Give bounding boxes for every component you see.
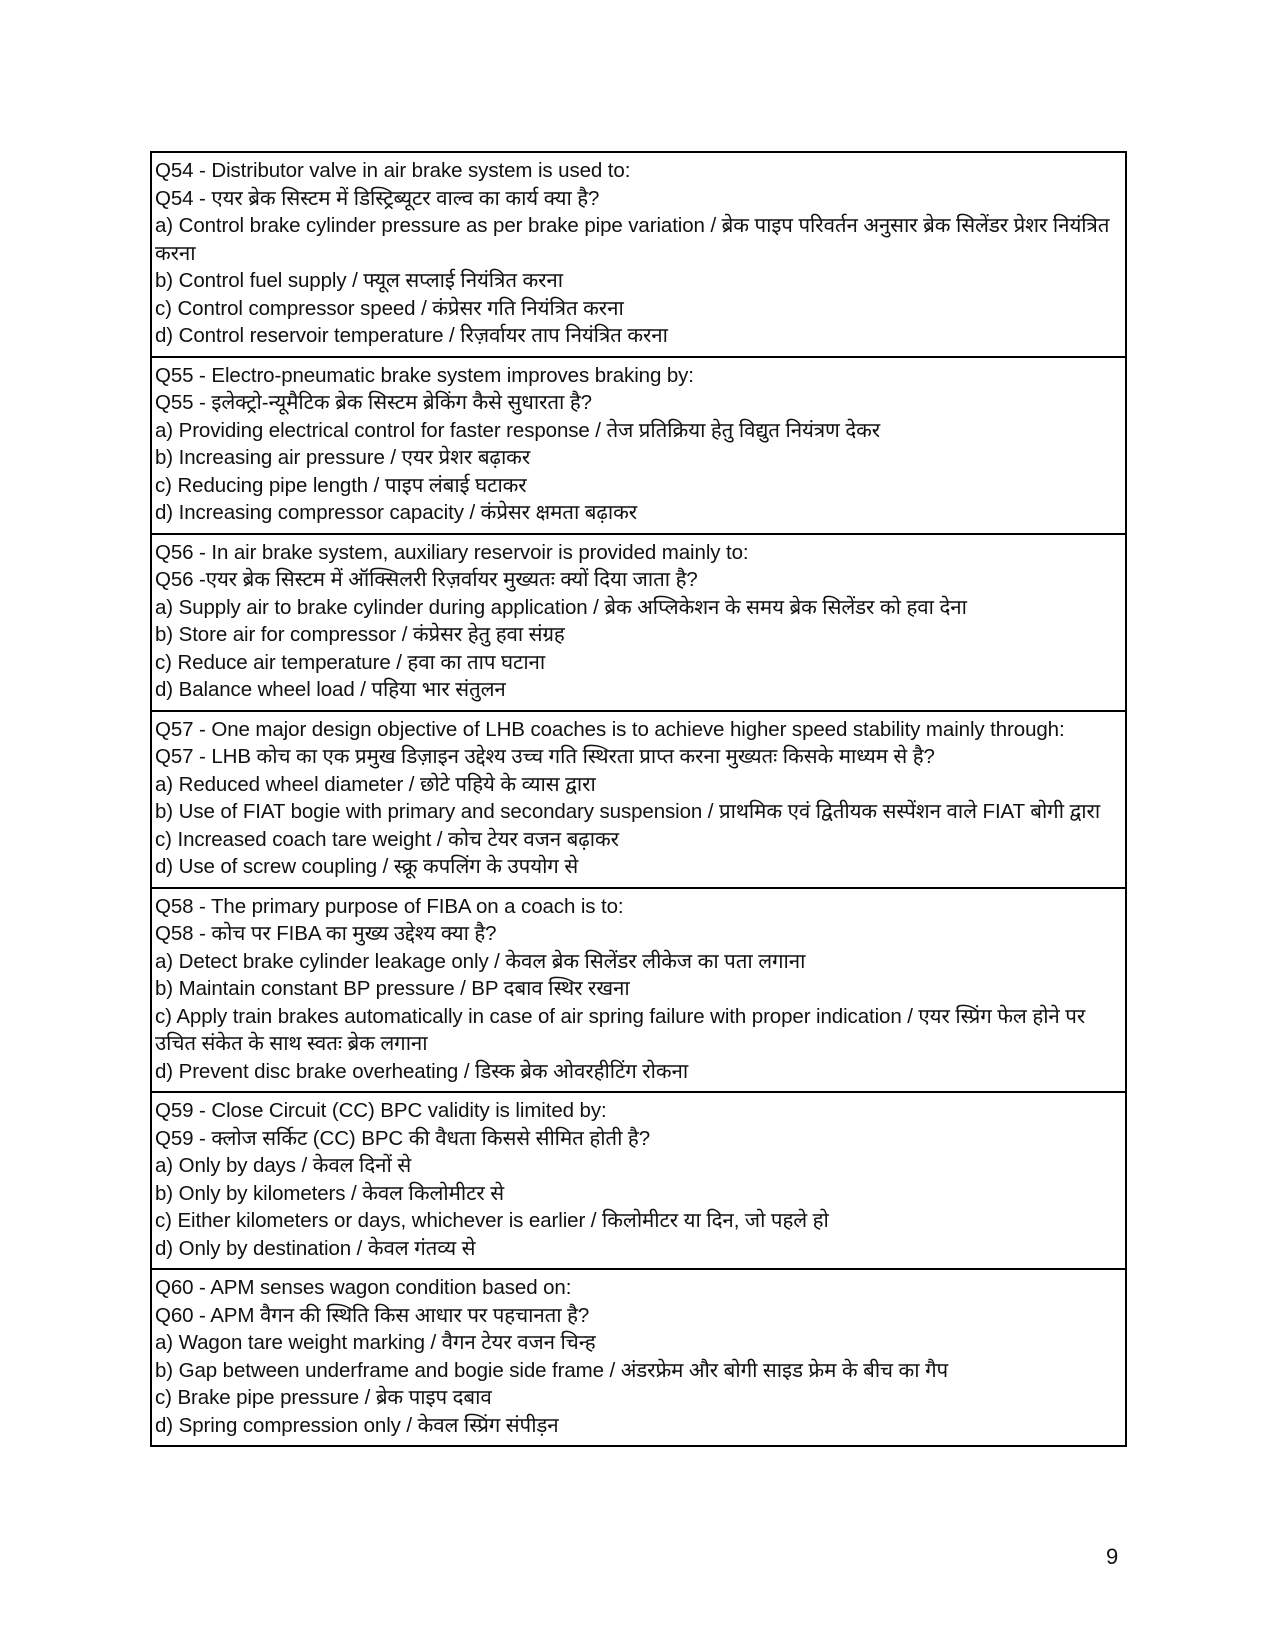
question-cell xyxy=(151,534,1126,711)
question-cell xyxy=(151,152,1126,357)
option-c: c) Either kilometers or days, whichever is earlier / किलोमीटर या दिन, जो पहले हो xyxy=(155,1209,829,1232)
option-a: a) Only by days / केवल दिनों से xyxy=(155,1154,412,1177)
question-text-en: Q55 - Electro-pneumatic brake system improves braking by: xyxy=(155,363,694,387)
question-text-en: Q59 - Close Circuit (CC) BPC validity is limited by: xyxy=(155,1099,607,1122)
option-b: b) Use of FIAT bogie with primary and secondary suspension / प्राथमिक एवं द्वितीयक सस्पेंशन वाले FIAT बोगी द्वारा xyxy=(155,800,1101,823)
question-row-q54 xyxy=(151,152,1126,357)
option-c: c) Apply train brakes automatically in case of air spring failure with proper indication / एयर स्प्रिंग फेल होने पर उचित संकेत के साथ स्वतः ब्रेक लगाना xyxy=(155,1004,1086,1055)
option-c: c) Reducing pipe length / पाइप लंबाई घटाकर xyxy=(155,473,527,497)
question-text-hi: Q56 -एयर ब्रेक सिस्टम में ऑक्सिलरी रिज़र्वायर मुख्यतः क्यों दिया जाता है? xyxy=(155,568,698,591)
question-cell xyxy=(151,357,1126,534)
option-c: c) Reduce air temperature / हवा का ताप घटाना xyxy=(155,650,546,674)
option-d: d) Spring compression only / केवल स्प्रिंग संपीड़न xyxy=(155,1413,559,1437)
option-c: c) Brake pipe pressure / ब्रेक पाइप दबाव xyxy=(155,1386,492,1409)
question-row-q55 xyxy=(151,357,1126,534)
question-text-en: Q56 - In air brake system, auxiliary reservoir is provided mainly to: xyxy=(155,540,749,564)
option-d: d) Increasing compressor capacity / कंप्रेसर क्षमता बढ़ाकर xyxy=(155,501,638,524)
option-a: a) Supply air to brake cylinder during application / ब्रेक अप्लिकेशन के समय ब्रेक सिलेंडर को हवा देना xyxy=(155,595,967,619)
question-text-en: Q57 - One major design objective of LHB coaches is to achieve higher speed stability mainly through: xyxy=(155,717,1065,741)
question-text-hi: Q59 - क्लोज सर्किट (CC) BPC की वैधता किससे सीमित होती है? xyxy=(155,1126,650,1150)
question-cell xyxy=(151,1092,1126,1269)
option-d: d) Prevent disc brake overheating / डिस्क ब्रेक ओवरहीटिंग रोकना xyxy=(155,1059,689,1083)
question-row-q59 xyxy=(151,1092,1126,1269)
option-d: d) Only by destination / केवल गंतव्य से xyxy=(155,1236,476,1260)
option-b: b) Gap between underframe and bogie side frame / अंडरफ्रेम और बोगी साइड फ्रेम के बीच का गैप xyxy=(155,1358,949,1382)
option-a: a) Control brake cylinder pressure as per brake pipe variation / ब्रेक पाइप परिवर्तन अनुसार ब्रेक सिलेंडर प्रेशर नियंत्रित करना xyxy=(155,214,1110,265)
question-cell xyxy=(151,1269,1126,1446)
option-a: a) Detect brake cylinder leakage only / केवल ब्रेक सिलेंडर लीकेज का पता लगाना xyxy=(155,949,806,973)
option-b: b) Only by kilometers / केवल किलोमीटर से xyxy=(155,1181,504,1205)
question-text-en: Q54 - Distributor valve in air brake system is used to: xyxy=(155,159,631,182)
question-row-q57 xyxy=(151,711,1126,888)
question-row-q56 xyxy=(151,534,1126,711)
option-d: d) Balance wheel load / पहिया भार संतुलन xyxy=(155,678,506,701)
page-number: 9 xyxy=(1106,1544,1119,1569)
option-a: a) Providing electrical control for faster response / तेज प्रतिक्रिया हेतु विद्युत नियंत्रण देकर xyxy=(155,418,881,442)
option-b: b) Maintain constant BP pressure / BP दबाव स्थिर रखना xyxy=(155,977,630,1000)
question-text-hi: Q60 - APM वैगन की स्थिति किस आधार पर पहचानता है? xyxy=(155,1303,590,1327)
option-b: b) Store air for compressor / कंप्रेसर हेतु हवा संग्रह xyxy=(155,623,565,646)
option-b: b) Increasing air pressure / एयर प्रेशर बढ़ाकर xyxy=(155,446,531,469)
question-cell xyxy=(151,888,1126,1093)
option-d: d) Use of screw coupling / स्क्रू कपलिंग के उपयोग से xyxy=(155,855,579,878)
question-row-q60 xyxy=(151,1269,1126,1446)
option-a: a) Reduced wheel diameter / छोटे पहिये के व्यास द्वारा xyxy=(155,772,596,796)
question-table xyxy=(150,151,1127,1447)
question-text-hi: Q57 - LHB कोच का एक प्रमुख डिज़ाइन उद्देश्य उच्च गति स्थिरता प्राप्त करना मुख्यतः किसके माध्यम से है? xyxy=(155,745,935,768)
question-text-hi: Q54 - एयर ब्रेक सिस्टम में डिस्ट्रिब्यूटर वाल्व का कार्य क्या है? xyxy=(155,186,600,210)
question-text-hi: Q55 - इलेक्ट्रो-न्यूमैटिक ब्रेक सिस्टम ब्रेकिंग कैसे सुधारता है? xyxy=(155,391,592,414)
question-row-q58 xyxy=(151,888,1126,1093)
option-c: c) Increased coach tare weight / कोच टेयर वजन बढ़ाकर xyxy=(155,827,619,851)
question-cell xyxy=(151,711,1126,888)
option-d: d) Control reservoir temperature / रिज़र्वायर ताप नियंत्रित करना xyxy=(155,324,668,347)
option-b: b) Control fuel supply / फ्यूल सप्लाई नियंत्रित करना xyxy=(155,269,564,292)
question-text-en: Q58 - The primary purpose of FIBA on a coach is to: xyxy=(155,894,624,918)
option-a: a) Wagon tare weight marking / वैगन टेयर वजन चिन्ह xyxy=(155,1331,596,1354)
question-text-hi: Q58 - कोच पर FIBA का मुख्य उद्देश्य क्या है? xyxy=(155,922,497,945)
question-text-en: Q60 - APM senses wagon condition based on: xyxy=(155,1276,572,1299)
option-c: c) Control compressor speed / कंप्रेसर गति नियंत्रित करना xyxy=(155,296,624,320)
